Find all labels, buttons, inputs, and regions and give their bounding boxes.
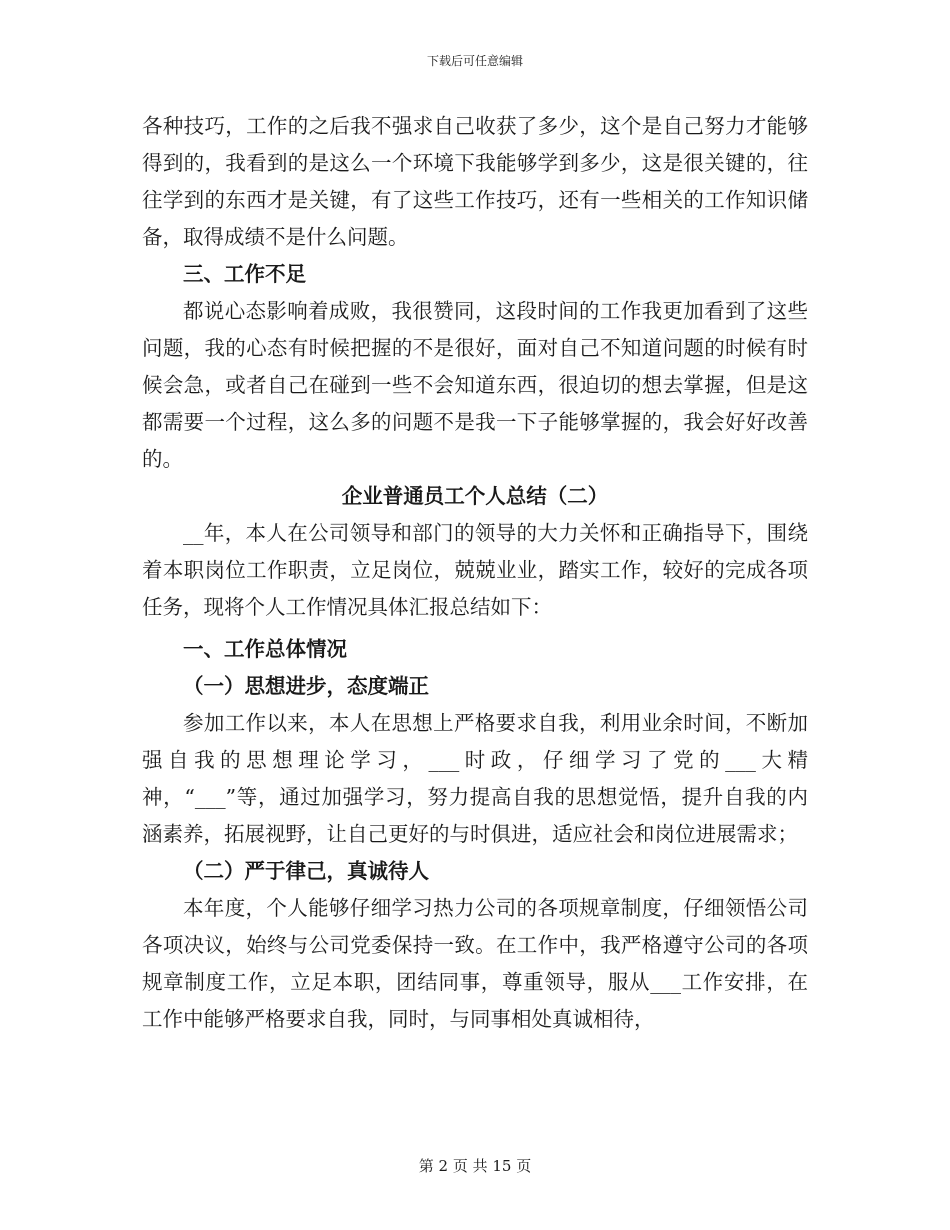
document-body [142,108,808,1038]
subsection-heading: （一）思想进步，态度端正 [183,674,429,698]
body-paragraph: 本年度，个人能够仔细学习热力公司的各项规章制度，仔细领悟公司各项决议，始终与公司党委保持一致。在工作中，我严格遵守公司的各项规章制度工作，立足本职，团结同事，尊重领导，服从___工作安排，在工作中能够严格要求自我，同时，与同事相处真诚相待， [142,896,808,1031]
body-paragraph: 都说心态影响着成败，我很赞同，这段时间的工作我更加看到了这些问题，我的心态有时候把握的不是很好，面对自己不知道问题的时候有时候会急，或者自己在碰到一些不会知道东西，很迫切的想去掌握，但是这都需要一个过程，这么多的问题不是我一下子能够掌握的，我会好好改善的。 [142,299,808,471]
body-paragraph: __年，本人在公司领导和部门的领导的大力关怀和正确指导下，围绕着本职岗位工作职责，立足岗位，兢兢业业，踏实工作，较好的完成各项任务，现将个人工作情况具体汇报总结如下： [142,521,808,619]
page-header: 下载后可任意编辑 [426,54,523,68]
body-paragraph: 参加工作以来，本人在思想上严格要求自我，利用业余时间，不断加强自我的思想理论学习，___时政，仔细学习了党的___大精神，“___”等，通过加强学习，努力提高自我的思想觉悟，提升自我的内涵素养，拓展视野，让自己更好的与时俱进，适应社会和岗位进展需求； [142,711,808,846]
section-heading: 一、工作总体情况 [183,637,347,661]
page-footer: 第 2 页 共 15 页 [418,1157,532,1175]
document-title: 企业普通员工个人总结（二） [341,484,609,508]
section-heading: 三、工作不足 [183,262,306,286]
body-paragraph: 各种技巧，工作的之后我不强求自己收获了多少，这个是自己努力才能够得到的，我看到的是这么一个环境下我能够学到多少，这是很关键的，往往学到的东西才是关键，有了这些工作技巧，还有一些相关的工作知识储备，取得成绩不是什么问题。 [142,114,808,249]
subsection-heading: （二）严于律己，真诚待人 [183,859,429,883]
